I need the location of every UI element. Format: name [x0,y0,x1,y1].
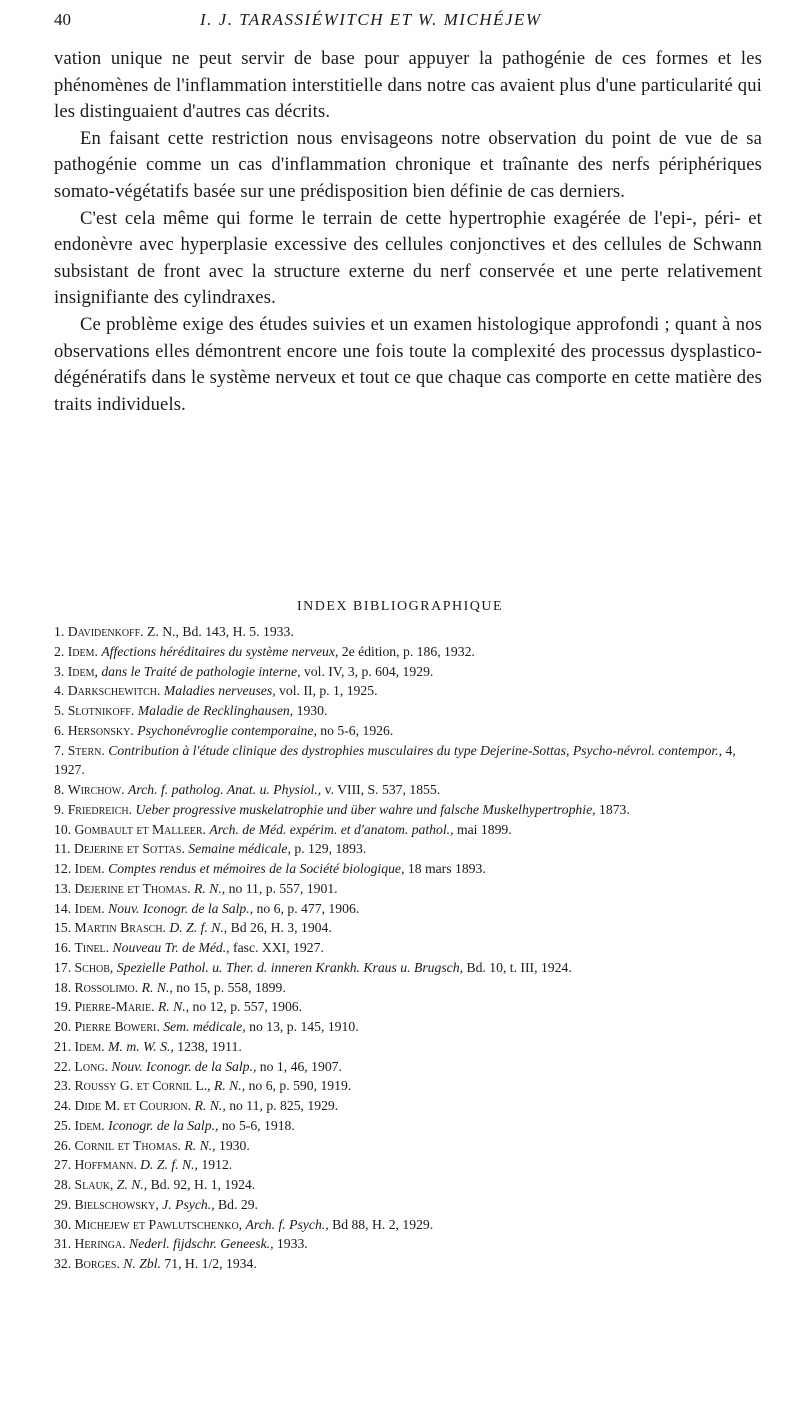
reference-number: 14. [54,900,72,916]
reference-number: 25. [54,1117,72,1133]
reference-author: Idem. [74,1038,105,1054]
reference-item [54,622,766,642]
reference-title: Comptes rendus et mémoires de la Société biologique, [108,861,405,876]
reference-item [54,1254,766,1274]
reference-title: Semaine médicale, [188,841,291,857]
reference-title: Maladie de Recklinghausen, [137,703,294,718]
body-text [54,46,762,418]
reference-details: Bd. 10, t. III, 1924. [463,959,572,975]
reference-author: Bielschowsky, [74,1196,159,1212]
reference-number: 22. [54,1058,72,1074]
reference-number: 32. [54,1256,72,1271]
reference-author: Hoffmann. [74,1157,137,1173]
reference-item [54,899,766,919]
reference-title: Psychonévroglie contemporaine, [137,722,317,738]
reference-details: 1912. [197,1157,233,1173]
reference-author: Rossolimo. [74,979,139,995]
reference-number: 10. [54,821,72,837]
reference-item [54,780,766,800]
reference-number: 20. [54,1019,72,1034]
reference-title: Ueber progressive muskelatrophie und über wahre und falsche Muskelhypertrophie, [135,801,596,817]
reference-item [54,1057,766,1077]
reference-number: 17. [54,959,72,975]
index-title: INDEX BIBLIOGRAPHIQUE [296,599,504,614]
reference-item [54,1195,766,1215]
reference-item [54,681,766,701]
reference-author: Stern. [67,742,105,758]
reference-item [54,1155,766,1175]
reference-details: 1933. [273,1236,308,1252]
reference-title: Nederl. fijdschr. Geneesk., [129,1236,274,1252]
reference-title: Contribution à l'étude clinique des dystrophies musculaires du type Dejerine-Sottas, Psycho-névrol. contempor., [108,742,723,758]
reference-author: Dejerine et Thomas. [74,880,191,896]
reference-number: 24. [54,1098,72,1113]
reference-author: Idem. [74,1117,105,1133]
reference-title: Iconogr. de la Salp., [108,1117,219,1133]
reference-details: 71, H. 1/2, 1934. [160,1256,257,1271]
reference-item [54,642,766,662]
reference-item [54,859,766,879]
reference-details: no 5-6, 1926. [316,722,394,738]
page-number: 40 [54,10,71,29]
reference-item [54,1215,766,1235]
reference-title: Spezielle Pathol. u. Ther. d. inneren Krankh. Kraus u. Brugsch, [116,959,464,975]
reference-item [54,701,766,721]
reference-details: 1930. [293,703,328,718]
reference-details: no 6, p. 477, 1906. [253,900,360,916]
reference-item [54,1175,766,1195]
reference-title: D. Z. f. N., [169,920,228,936]
reference-title: Maladies nerveuses, [163,683,276,699]
reference-author: Roussy G. et Cornil L., [74,1078,211,1094]
reference-number: 28. [54,1177,72,1192]
reference-details: vol. II, p. 1, 1925. [275,683,378,699]
reference-author: Pierre Boweri. [74,1019,160,1034]
reference-details: Bd. 29. [214,1196,258,1212]
reference-details: no 15, p. 558, 1899. [172,979,286,995]
reference-number: 13. [54,880,72,896]
reference-details: 1238, 1911. [173,1038,242,1054]
reference-details: Bd. 92, H. 1, 1924. [147,1177,256,1192]
reference-item [54,978,766,998]
reference-title: R. N., [194,1098,226,1113]
reference-details: vol. IV, 3, p. 604, 1929. [300,663,434,679]
reference-title: Z. N., [116,1177,148,1192]
reference-item [54,1076,766,1096]
reference-item [54,879,766,899]
reference-title: R. N., [213,1078,246,1094]
reference-number: 5. [54,703,65,718]
reference-details: v. VIII, S. 537, 1855. [321,782,441,797]
reference-title: J. Psych., [162,1196,215,1212]
reference-item [54,938,766,958]
reference-author: Wirchow. [67,782,125,797]
reference-details: 18 mars 1893. [404,861,486,876]
reference-item [54,918,766,938]
reference-number: 8. [54,782,65,797]
reference-number: 11. [54,841,71,857]
reference-details: mai 1899. [453,821,512,837]
reference-title: Nouveau Tr. de Méd., [112,940,230,955]
reference-item [54,1037,766,1057]
reference-details: no 11, p. 825, 1929. [225,1098,339,1113]
reference-number: 18. [54,979,72,995]
reference-number: 2. [54,643,65,659]
reference-item [54,741,766,781]
reference-number: 15. [54,920,72,936]
paragraph: Ce problème exige des études suivies et un examen histologique approfondi ; quant à nos observations elles démontrent encore une fois toute la complexité des processus dysplastico-dégénératifs dans le système nerveux et tout ce que chaque cas comporte en cette matière des traits individuels. [54,313,762,415]
reference-author: Idem. [74,861,105,876]
reference-item [54,662,766,682]
reference-item [54,820,766,840]
reference-item [54,1017,766,1037]
reference-item [54,1136,766,1156]
reference-number: 12. [54,861,72,876]
reference-title: Arch. f. patholog. Anat. u. Physiol., [128,782,322,797]
paragraph: vation unique ne peut servir de base pour appuyer la pathogénie de ces formes et les phénomènes de l'inflammation interstitielle dans notre cas avaient plus d'une particularité qui les distinguaient d'autres cas décrits. [54,48,762,123]
reference-details: 1930. [215,1137,250,1153]
reference-item [54,958,766,978]
reference-author: Dide M. et Courjon. [74,1098,192,1113]
reference-number: 26. [54,1137,72,1153]
reference-author: Hersonsky. [67,722,134,738]
reference-author: Idem. [74,900,105,916]
reference-number: 6. [54,722,65,738]
reference-details: no 5-6, 1918. [218,1117,295,1133]
reference-number: 19. [54,999,72,1015]
reference-number: 23. [54,1078,72,1094]
reference-title: R. N., [184,1137,216,1153]
reference-author: Idem, [67,663,98,679]
reference-title: R. N., [194,880,226,896]
reference-author: Tinel. [74,940,110,955]
reference-number: 9. [54,801,65,817]
reference-item [54,1116,766,1136]
reference-title: dans le Traité de pathologie interne, [101,663,301,679]
reference-number: 4. [54,683,65,699]
reference-author: Pierre-Marie. [74,999,155,1015]
reference-number: 31. [54,1236,72,1252]
reference-author: Borges. [74,1256,120,1271]
reference-number: 3. [54,663,65,679]
reference-item [54,721,766,741]
reference-details: 2e édition, p. 186, 1932. [338,643,475,659]
page-header [0,10,800,32]
reference-author: Slauk, [74,1177,114,1192]
reference-details: fasc. XXI, 1927. [229,940,324,955]
reference-details: no 12, p. 557, 1906. [189,999,303,1015]
reference-item [54,800,766,820]
reference-author: Martin Brasch. [74,920,166,936]
reference-title: Sem. médicale, [163,1019,246,1034]
reference-number: 1. [54,624,65,639]
reference-item [54,839,766,859]
reference-title: Nouv. Iconogr. de la Salp., [108,900,254,916]
reference-author: Idem. [67,643,98,659]
reference-number: 16. [54,940,72,955]
reference-details: Bd 88, H. 2, 1929. [328,1216,434,1232]
reference-details: p. 129, 1893. [290,841,367,857]
reference-title: Nouv. Iconogr. de la Salp., [111,1058,257,1074]
reference-list [54,622,766,1274]
reference-details: Bd 26, H. 3, 1904. [227,920,332,936]
reference-author: Cornil et Thomas. [74,1137,181,1153]
reference-title: D. Z. f. N., [140,1157,198,1173]
reference-author: Friedreich. [67,801,133,817]
reference-details: no 1, 46, 1907. [256,1058,342,1074]
reference-details: no 6, p. 590, 1919. [245,1078,352,1094]
reference-number: 29. [54,1196,72,1212]
reference-item [54,1096,766,1116]
reference-author: Gombault et Malleer. [74,821,206,837]
reference-details: 4, 1927. [54,742,736,778]
reference-author: Schob, [74,959,114,975]
running-head: I. J. TARASSIÉWITCH ET W. MICHÉJEW [200,10,542,29]
reference-title: R. N., [141,979,173,995]
reference-author: Dejerine et Sottas. [74,841,185,857]
reference-details: no 13, p. 145, 1910. [245,1019,359,1034]
reference-number: 21. [54,1038,72,1054]
reference-author: Long. [74,1058,108,1074]
reference-number: 7. [54,742,65,758]
reference-item [54,1234,766,1254]
reference-number: 27. [54,1157,72,1173]
paragraph: C'est cela même qui forme le terrain de cette hypertrophie exagérée de l'epi-, péri- et endonèvre avec hyperplasie excessive des cellules conjonctives et des cellules de Schwann subsistant de front avec la structure externe du nerf conservée et une perte relativement insignifiante des cylindraxes. [54,207,762,309]
reference-title: Arch. f. Psych., [245,1216,329,1232]
reference-number: 30. [54,1216,72,1232]
reference-author: Darkschewitch. [67,683,161,699]
reference-details: no 11, p. 557, 1901. [225,880,338,896]
reference-author: Davidenkoff. [67,624,144,639]
reference-details: Z. N., Bd. 143, H. 5. 1933. [147,624,294,639]
reference-author: Slotnikoff. [67,703,135,718]
reference-title: Affections héréditaires du système nerveux, [101,643,339,659]
paragraph: En faisant cette restriction nous envisageons notre observation du point de vue de sa pathogénie comme un cas d'inflammation chronique et traînante des nerfs périphériques somato-végétatifs basée sur une prédisposition bien définie de cas derniers. [54,127,762,202]
reference-item [54,997,766,1017]
reference-author: Michejew et Pawlutschenko, [74,1216,243,1232]
reference-title: Arch. de Méd. expérim. et d'anatom. pathol., [209,821,454,837]
reference-title: N. Zbl. [123,1256,161,1271]
reference-details: 1873. [595,801,630,817]
reference-author: Heringa. [74,1236,126,1252]
reference-title: M. m. W. S., [108,1038,174,1054]
reference-title: R. N., [157,999,190,1015]
